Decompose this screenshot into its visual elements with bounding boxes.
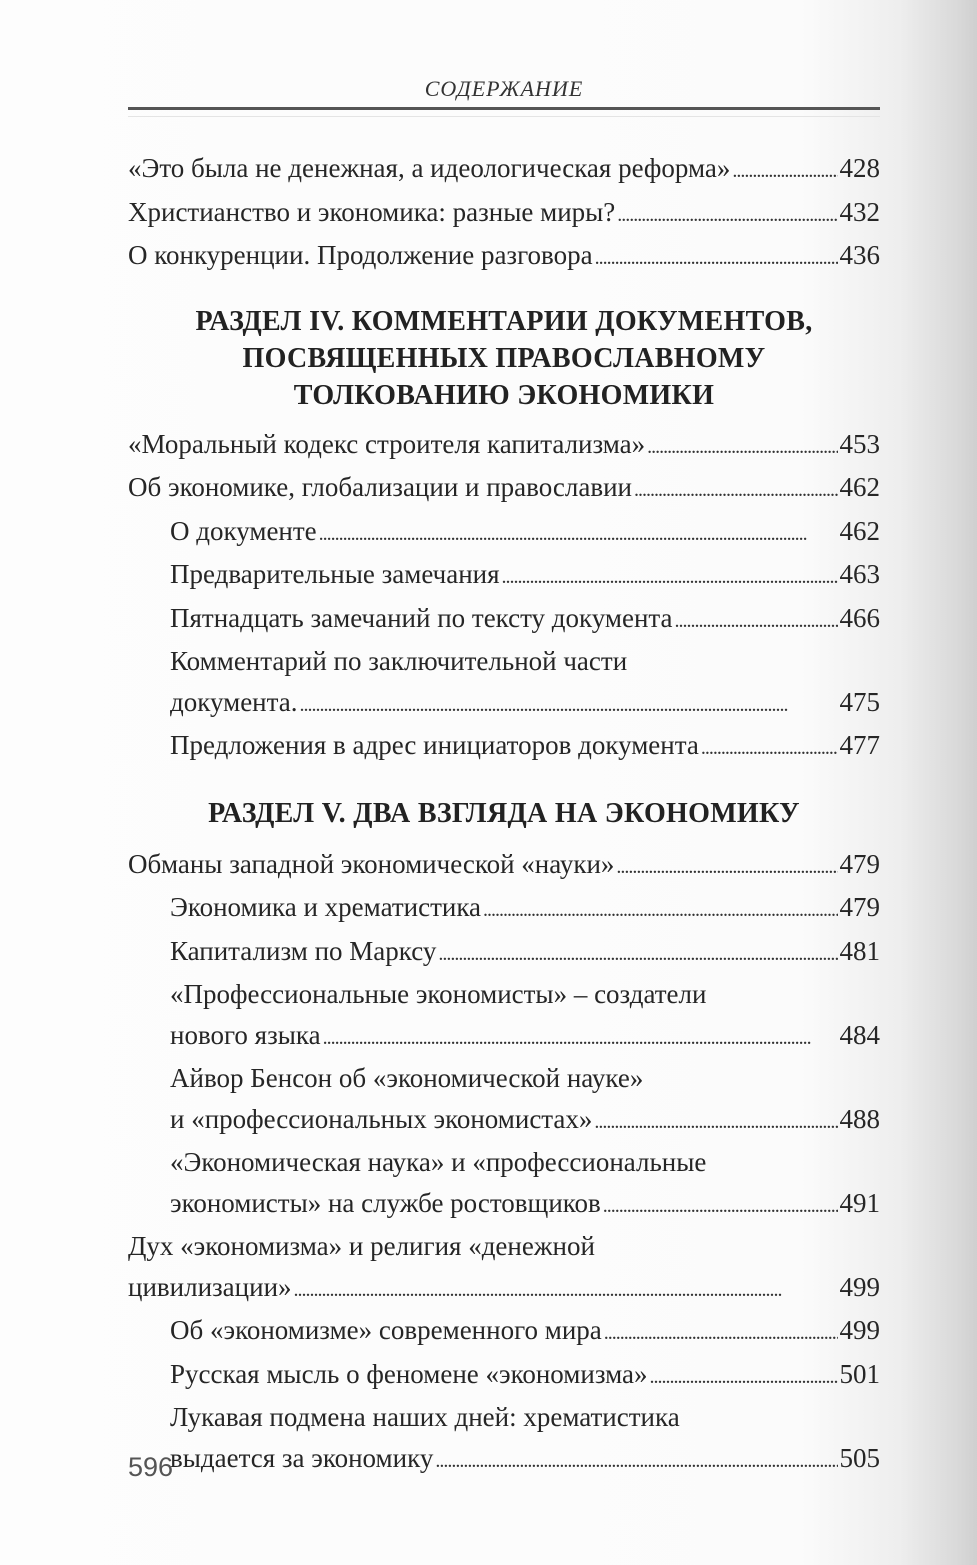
section-heading-iv[interactable] [128,303,880,414]
dot-leader [647,424,837,468]
toc-entry-title: Христианство и экономика: разные миры? [128,196,616,227]
toc-entry-title: Пятнадцать замечаний по тексту документа [170,602,673,633]
dot-leader [603,1183,838,1227]
dot-leader [649,1354,837,1398]
dot-leader [604,1310,838,1354]
page-number: 596 [128,1452,174,1482]
toc-subentry[interactable] [128,1058,880,1142]
section-heading-v[interactable] [128,795,880,832]
toc-entry-title: Предложения в адрес инициаторов документа [170,730,699,760]
dot-leader [594,1099,837,1143]
toc-entry-page: 466 [839,602,880,633]
toc-entry-title: Капитализм по Марксу [170,935,437,966]
toc-entry-page: 499 [839,1271,880,1302]
toc-entry[interactable] [128,844,880,888]
toc-subentry[interactable] [128,641,880,725]
toc-entry-title-line1: «Экономическая наука» и «профессиональные [170,1147,707,1177]
toc-entry-title: О конкуренции. Продолжение разговора [128,240,593,270]
toc-entry-title: Об экономике, глобализации и православии [128,472,632,502]
toc-entry[interactable] [128,148,880,192]
dot-leader [634,467,838,511]
dot-leader [502,554,838,598]
table-of-contents [128,148,880,1481]
toc-entry-title-line1: Айвор Бенсон об «экономической науке» [170,1063,644,1093]
dot-leader [319,511,838,555]
toc-entry-page: 453 [839,428,880,459]
toc-subentry[interactable] [128,887,880,931]
toc-entry-title-line2: экономисты» на службе ростовщиков [170,1187,601,1218]
dot-leader [323,1015,838,1059]
book-page [128,0,880,1565]
toc-entry-title: Экономика и хрематистика [170,892,482,922]
toc-entry-title: Об «экономизме» современного мира [170,1315,602,1345]
dot-leader [617,192,837,236]
toc-entry-page: 463 [839,559,880,589]
toc-entry-title: «Моральный кодекс строителя капитализма» [128,428,646,459]
dot-leader [595,235,838,279]
toc-entry-page: 428 [839,153,880,183]
toc-entry-page: 462 [839,472,880,502]
toc-entry-page: 436 [839,240,880,270]
toc-entry-title-line2: цивилизации» [128,1271,292,1302]
toc-entry-title: Обманы западной экономической «науки» [128,848,615,879]
toc-entry-page: 501 [839,1358,880,1389]
toc-subentry[interactable] [128,554,880,598]
toc-subentry[interactable] [128,1397,880,1481]
toc-entry-title-line2: документа. [170,686,298,717]
toc-entry[interactable] [128,1226,880,1310]
toc-subentry[interactable] [128,931,880,975]
toc-entry[interactable] [128,467,880,511]
toc-entry[interactable] [128,235,880,279]
header-rule [128,107,880,110]
dot-leader [483,887,837,931]
section-heading-line: РАЗДЕЛ IV. КОММЕНТАРИИ ДОКУМЕНТОВ, [195,305,813,337]
dot-leader [294,1267,838,1311]
toc-entry-page: 499 [839,1315,880,1345]
toc-subentry[interactable] [128,1310,880,1354]
toc-entry-page: 479 [839,848,880,879]
section-heading-line: РАЗДЕЛ V. ДВА ВЗГЛЯДА НА ЭКОНОМИКУ [208,797,800,829]
toc-entry-title: О документе [170,515,317,546]
toc-subentry[interactable] [128,598,880,642]
toc-entry-title: Русская мысль о феномене «экономизма» [170,1358,648,1389]
dot-leader [435,1438,837,1482]
section-heading-line: ТОЛКОВАНИЮ ЭКОНОМИКИ [293,379,715,411]
toc-entry-title-line2: выдается за экономику [170,1442,434,1473]
dot-leader [701,725,838,769]
toc-entry-title: «Это была не денежная, а идеологическая реформа» [128,153,731,183]
toc-entry-title-line2: и «профессиональных экономистах» [170,1103,593,1134]
toc-entry-page: 477 [839,730,880,760]
dot-leader [438,931,837,975]
toc-subentry[interactable] [128,1142,880,1226]
header-rule-shadow [128,116,880,117]
toc-entry-page: 481 [839,935,880,966]
toc-subentry[interactable] [128,1354,880,1398]
toc-entry-page: 491 [839,1187,880,1218]
toc-entry-title-line1: Комментарий по заключительной части [170,646,628,676]
toc-entry-page: 505 [839,1442,880,1473]
dot-leader [300,682,838,726]
toc-subentry[interactable] [128,725,880,769]
toc-entry-page: 484 [839,1019,880,1050]
dot-leader [675,598,838,642]
toc-entry-page: 479 [839,892,880,922]
running-head: СОДЕРЖАНИЕ [424,76,584,101]
dot-leader [732,148,837,192]
toc-subentry[interactable] [128,511,880,555]
section-heading-line: ПОСВЯЩЕННЫХ ПРАВОСЛАВНОМУ [242,342,766,374]
toc-subentry[interactable] [128,974,880,1058]
toc-entry-page: 462 [839,515,880,546]
toc-entry-page: 488 [839,1103,880,1134]
dot-leader [616,844,837,888]
toc-entry-title-line2: нового языка [170,1019,321,1050]
toc-entry[interactable] [128,192,880,236]
toc-entry-title-line1: Лукавая подмена наших дней: хрематистика [170,1402,680,1432]
toc-entry-page: 475 [839,686,880,717]
toc-entry-page: 432 [839,196,880,227]
toc-entry-title-line1: «Профессиональные экономисты» – создатели [170,979,707,1009]
toc-entry-title: Предварительные замечания [170,559,500,589]
toc-entry-title-line1: Дух «экономизма» и религия «денежной [128,1231,595,1261]
toc-entry[interactable] [128,424,880,468]
